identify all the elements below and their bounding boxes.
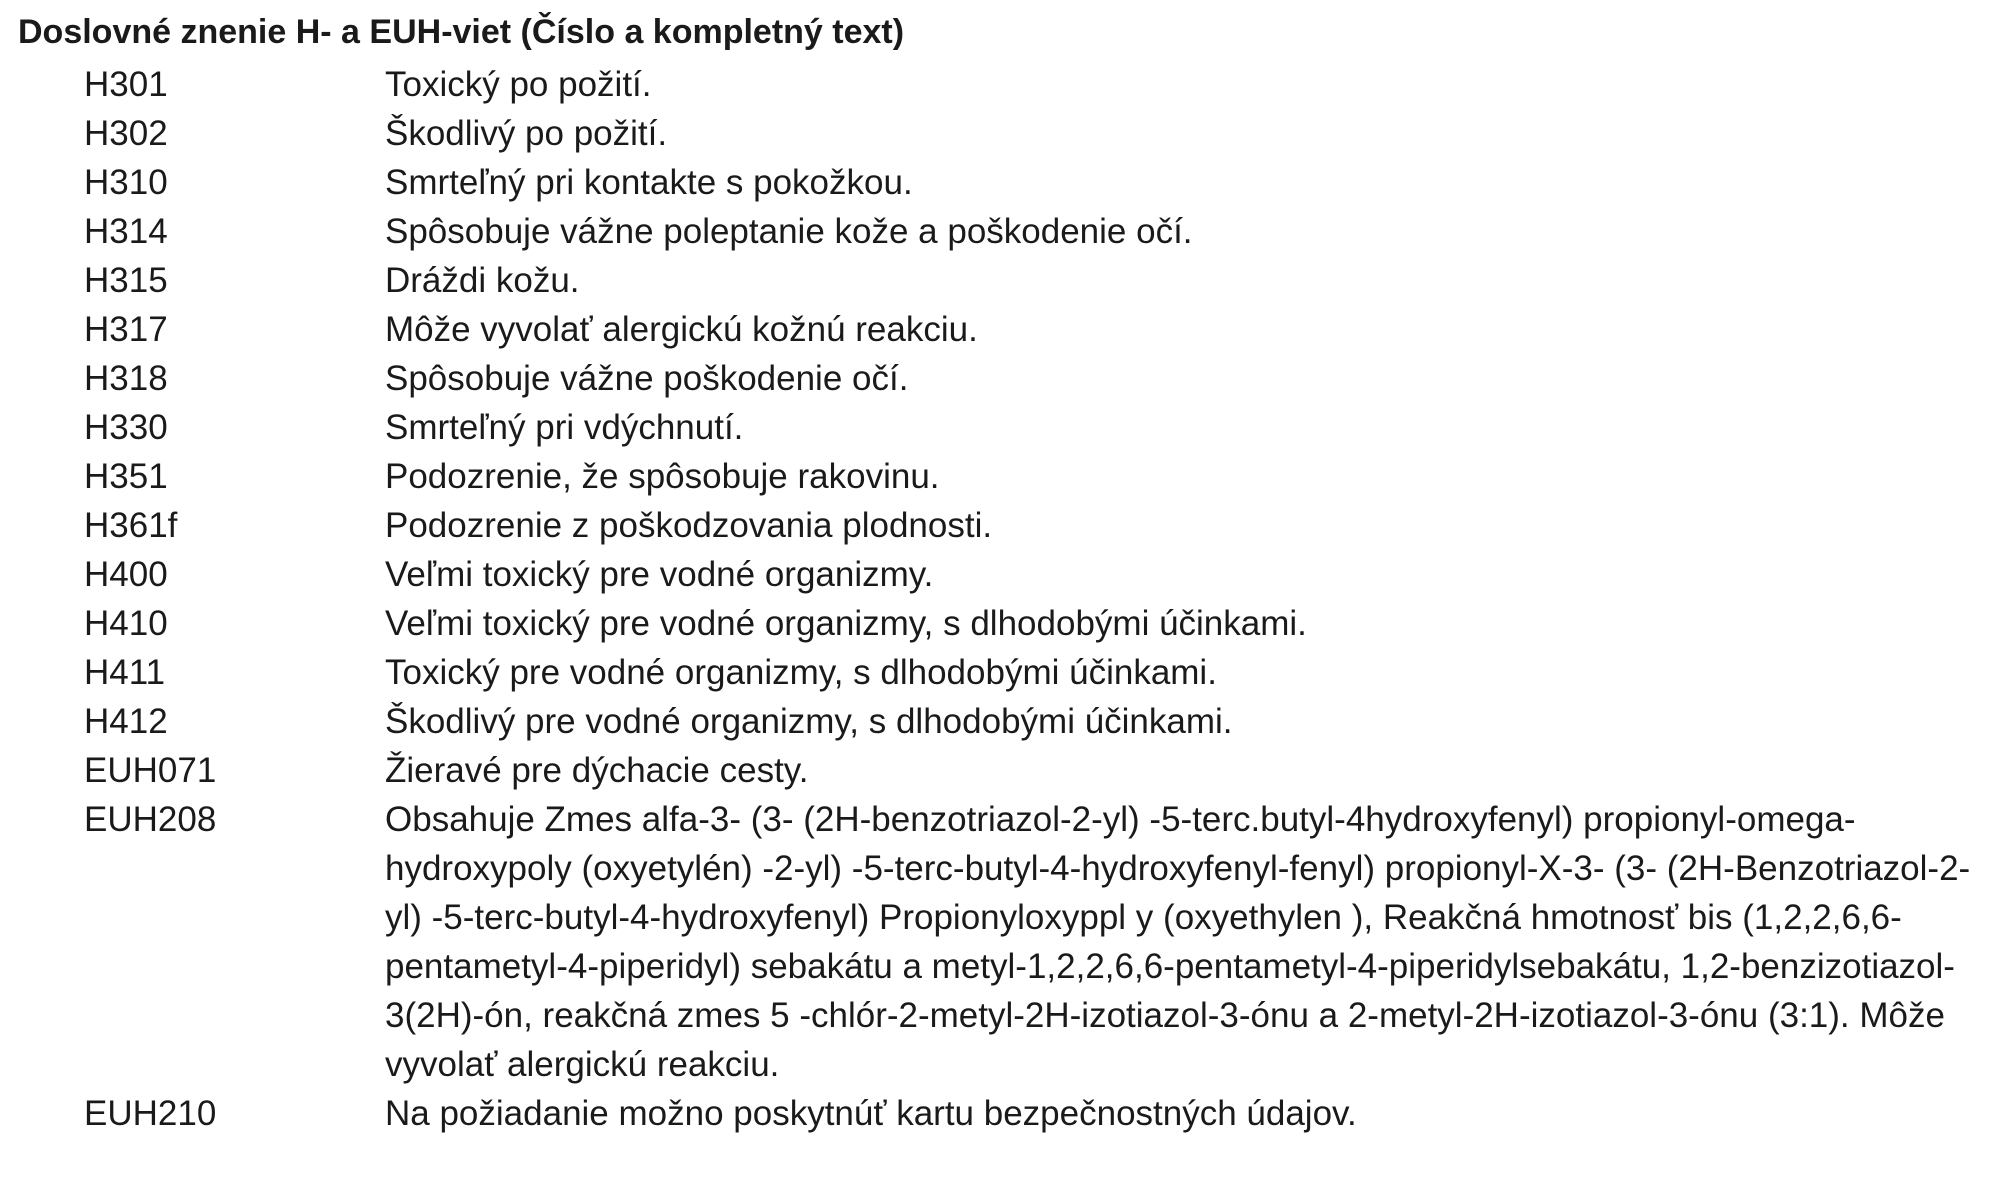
statement-row [0, 305, 2000, 354]
statement-code: H302 [84, 114, 168, 153]
statement-row [0, 697, 2000, 746]
statement-code: H314 [84, 212, 168, 251]
statement-code: H410 [84, 604, 168, 643]
statement-row [0, 452, 2000, 501]
statement-row [0, 158, 2000, 207]
statement-code: H317 [84, 310, 168, 349]
section-heading: Doslovné znenie H- a EUH-viet (Číslo a kompletný text) [18, 13, 905, 51]
statement-text: Smrteľný pri vdýchnutí. [385, 408, 744, 447]
statement-row [0, 60, 2000, 109]
statement-text: Škodlivý po požití. [385, 114, 668, 153]
statement-row [0, 648, 2000, 697]
statement-row [0, 354, 2000, 403]
statement-text: Na požiadanie možno poskytnúť kartu bezpečnostných údajov. [385, 1094, 1357, 1133]
statement-row [0, 1089, 2000, 1138]
statement-row [0, 501, 2000, 550]
statement-code: H411 [84, 653, 166, 692]
statement-text: Spôsobuje vážne poleptanie kože a poškodenie očí. [385, 212, 1193, 251]
statement-code: H361f [84, 506, 178, 545]
statement-code: H330 [84, 408, 168, 447]
statement-text: Podozrenie z poškodzovania plodnosti. [385, 506, 993, 545]
statement-row [0, 550, 2000, 599]
statement-code: H301 [84, 65, 168, 104]
statement-text: Podozrenie, že spôsobuje rakovinu. [385, 457, 940, 496]
statement-text: Smrteľný pri kontakte s pokožkou. [385, 163, 913, 202]
statement-text: Obsahuje Zmes alfa-3- (3- (2H-benzotriazol-2-yl) -5-terc.butyl-4hydroxyfenyl) propionyl-omega-hydroxypoly (oxyetylén) -2-yl) -5-terc-butyl-4-hydroxyfenyl-fenyl) propionyl-X-3- (3- (2H-Benzotriazol-2-yl) -5-terc-butyl-4-hydroxyfenyl) Propionyloxyppl y (oxyethylen ), Reakčná hmotnosť bis (1,2,2,6,6-pentametyl-4-piperidyl) sebakátu a metyl-1,2,2,6,6-pentametyl-4-piperidylsebakátu, 1,2-benzizotiazol-3(2H)-ón, reakčná zmes 5 -chlór-2-metyl-2H-izotiazol-3-ónu a 2-metyl-2H-izotiazol-3-ónu (3:1). Môže vyvolať alergickú reakciu. [385, 800, 1971, 1084]
statement-code: H318 [84, 359, 168, 398]
statement-code: H315 [84, 261, 168, 300]
statement-text: Škodlivý pre vodné organizmy, s dlhodobými účinkami. [385, 702, 1233, 741]
statement-code: H400 [84, 555, 168, 594]
statement-code: EUH210 [84, 1094, 217, 1133]
statement-code: H310 [84, 163, 168, 202]
statement-text: Veľmi toxický pre vodné organizmy, s dlhodobými účinkami. [385, 604, 1307, 643]
statement-row [0, 746, 2000, 795]
statement-row [0, 795, 2000, 1089]
hazard-statement-list [0, 60, 2000, 1138]
statement-text: Toxický po požití. [385, 65, 652, 104]
statement-code: H412 [84, 702, 168, 741]
statement-text: Spôsobuje vážne poškodenie očí. [385, 359, 909, 398]
statement-row [0, 256, 2000, 305]
statement-text: Toxický pre vodné organizmy, s dlhodobými účinkami. [385, 653, 1217, 692]
statement-row [0, 403, 2000, 452]
statement-code: H351 [84, 457, 168, 496]
statement-row [0, 207, 2000, 256]
statement-text: Dráždi kožu. [385, 261, 580, 300]
statement-code: EUH208 [84, 800, 217, 839]
statement-code: EUH071 [84, 751, 217, 790]
statement-text: Veľmi toxický pre vodné organizmy. [385, 555, 934, 594]
statement-row [0, 109, 2000, 158]
statement-row [0, 599, 2000, 648]
statement-text: Môže vyvolať alergickú kožnú reakciu. [385, 310, 978, 349]
statement-text: Žieravé pre dýchacie cesty. [385, 751, 809, 790]
